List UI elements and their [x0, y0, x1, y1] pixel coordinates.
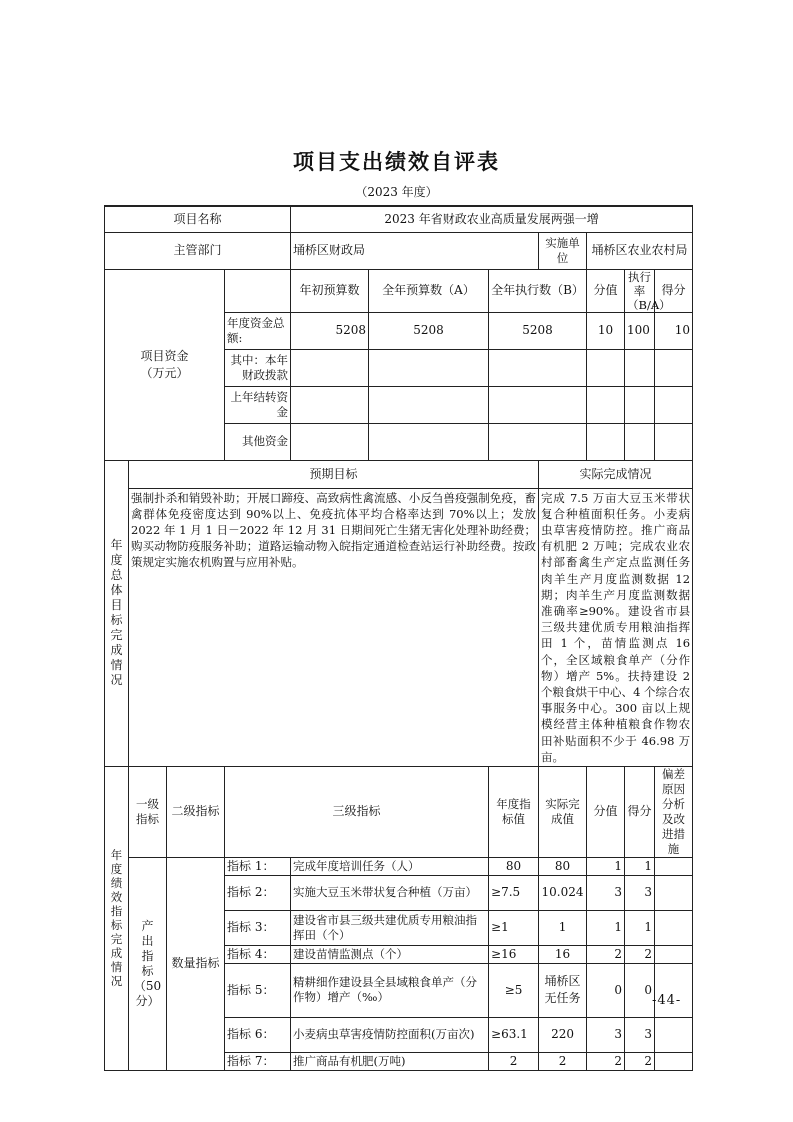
goals-content-row	[105, 488, 693, 766]
page-number: -44-	[652, 993, 682, 1008]
indicator-score-value: 3	[587, 1017, 625, 1052]
indicators-header-level1: 一级指标	[129, 766, 167, 857]
indicator-target: 80	[489, 857, 539, 875]
indicator-name: 推广商品有机肥(万吨)	[291, 1052, 489, 1070]
indicator-id: 指标 3：	[225, 910, 291, 945]
indicators-header-level2: 二级指标	[167, 766, 225, 857]
indicator-score-value: 3	[587, 875, 625, 910]
indicator-score-value: 0	[587, 963, 625, 1017]
dept-value: 埇桥区财政局	[291, 232, 539, 269]
goals-expected-header: 预期目标	[129, 460, 539, 488]
funds-header-exec-rate: 执行率（B/A）	[625, 269, 655, 312]
indicators-level2-label: 数量指标	[167, 857, 225, 1070]
indicators-header-score: 得分	[625, 766, 655, 857]
funds-score-value	[587, 423, 625, 460]
funds-score: 10	[655, 312, 693, 349]
indicator-name: 小麦病虫草害疫情防控面积(万亩次)	[291, 1017, 489, 1052]
goals-section-text: 年 度 总 体 目 标 完 成 情 况	[110, 538, 123, 688]
indicator-name: 精耕细作建设县全县域粮食单产（分作物）增产（‰）	[291, 963, 489, 1017]
funds-executed-value	[489, 349, 587, 386]
funds-annual-value: 5208	[369, 312, 489, 349]
indicator-deviation	[655, 910, 693, 945]
indicator-actual: 2	[539, 1052, 587, 1070]
indicator-target: 2	[489, 1052, 539, 1070]
project-name-label: 项目名称	[105, 206, 291, 232]
indicator-score: 3	[625, 875, 655, 910]
funds-executed-value	[489, 386, 587, 423]
funds-score-value	[587, 386, 625, 423]
funds-annual-value	[369, 423, 489, 460]
funds-executed-value: 5208	[489, 312, 587, 349]
indicator-deviation	[655, 1017, 693, 1052]
goals-expected-text: 强制扑杀和销毁补助；开展口蹄疫、高致病性禽流感、小反刍兽疫强制免疫，畜禽群体免疫密度达到 90%以上、免疫抗体平均合格率达到 70%以上；发放 2022 年 1 月 1 日－2022 年 12 月 31 日期间死亡生猪无害化处理补助经费；购买动物防疫服务补助；道路运输动物入皖指定通道检查站运行补助经费。按政策规定实施农机购置与应用补贴。	[129, 488, 539, 766]
indicators-header-actual: 实际完成值	[539, 766, 587, 857]
indicator-score: 2	[625, 945, 655, 963]
goals-header-row	[105, 460, 693, 488]
funds-section-label: 项目资金（万元）	[105, 269, 225, 460]
indicator-deviation	[655, 857, 693, 875]
funds-exec-rate-value	[625, 349, 655, 386]
funds-score-value	[587, 349, 625, 386]
funds-exec-rate-value: 100	[625, 312, 655, 349]
indicator-id: 指标 2：	[225, 875, 291, 910]
indicator-deviation	[655, 945, 693, 963]
funds-row-label: 其中：本年财政拨款	[225, 349, 291, 386]
funds-score	[655, 423, 693, 460]
funds-row-label: 其他资金	[225, 423, 291, 460]
indicator-deviation	[655, 1052, 693, 1070]
indicators-section-label	[105, 766, 129, 1070]
indicators-level1-text: 产 出 指 标 （50分）	[133, 918, 162, 1008]
funds-exec-rate-value	[625, 386, 655, 423]
indicators-header-deviation: 偏差原因分析及改进措施	[655, 766, 693, 857]
indicator-target: ≥1	[489, 910, 539, 945]
indicator-target: ≥7.5	[489, 875, 539, 910]
indicator-actual: 埇桥区无任务	[539, 963, 587, 1017]
indicators-section-text: 年 度 绩 效 指 标 完 成 情 况	[110, 848, 123, 989]
indicator-actual: 1	[539, 910, 587, 945]
indicator-actual: 220	[539, 1017, 587, 1052]
indicator-name: 建设省市县三级共建优质专用粮油指挥田（个）	[291, 910, 489, 945]
self-evaluation-table	[104, 205, 693, 1071]
indicator-actual: 16	[539, 945, 587, 963]
funds-header-executed: 全年执行数（B）	[489, 269, 587, 312]
goals-actual-text: 完成 7.5 万亩大豆玉米带状复合种植面积任务。小麦病虫草害疫情防控。推广商品有机肥 2 万吨；完成农业农村部畜禽生产定点监测任务肉羊生产月度监测数据 12 期；肉羊生产月度监测数据准确率≥90%。建设省市县三级共建优质专用粮油指挥田 1 个，苗情监测点 16 个，全区域粮食单产（分作物）增产 5%。扶持建设 2 个粮食烘干中心、4 个综合农事服务中心。300 亩以上规模经营主体种植粮食作物农田补贴面积不少于 46.98 万亩。	[539, 488, 693, 766]
funds-score	[655, 386, 693, 423]
goals-actual-header: 实际完成情况	[539, 460, 693, 488]
indicators-header-row	[105, 766, 693, 857]
indicator-name: 完成年度培训任务（人）	[291, 857, 489, 875]
funds-initial-value: 5208	[291, 312, 369, 349]
indicators-level1-label	[129, 857, 167, 1070]
funds-initial-value	[291, 349, 369, 386]
indicator-actual: 80	[539, 857, 587, 875]
indicator-score: 1	[625, 910, 655, 945]
funds-row-label: 上年结转资金	[225, 386, 291, 423]
indicator-target: ≥5	[489, 963, 539, 1017]
funds-header-score-value: 分值	[587, 269, 625, 312]
dept-label: 主管部门	[105, 232, 291, 269]
indicator-score: 0	[625, 963, 655, 1017]
indicator-id: 指标 4：	[225, 945, 291, 963]
funds-header-score: 得分	[655, 269, 693, 312]
indicators-header-level3: 三级指标	[225, 766, 489, 857]
indicator-name: 建设苗情监测点（个）	[291, 945, 489, 963]
impl-unit-value: 埇桥区农业农村局	[587, 232, 693, 269]
project-name-value: 2023 年省财政农业高质量发展两强一增	[291, 206, 693, 232]
indicator-deviation	[655, 875, 693, 910]
indicator-score-value: 1	[587, 857, 625, 875]
project-name-row	[105, 206, 693, 232]
department-row	[105, 232, 693, 269]
indicator-score-value: 2	[587, 945, 625, 963]
indicator-id: 指标 7：	[225, 1052, 291, 1070]
funds-score-value: 10	[587, 312, 625, 349]
indicator-score-value: 2	[587, 1052, 625, 1070]
indicator-score: 3	[625, 1017, 655, 1052]
indicator-score-value: 1	[587, 910, 625, 945]
year-subtitle: （2023 年度）	[355, 185, 438, 199]
indicator-score: 1	[625, 857, 655, 875]
impl-unit-label: 实施单位	[539, 232, 587, 269]
goals-section-label	[105, 460, 129, 766]
indicator-target: ≥63.1	[489, 1017, 539, 1052]
indicator-score: 2	[625, 1052, 655, 1070]
funds-header-annual: 全年预算数（A）	[369, 269, 489, 312]
funds-initial-value	[291, 423, 369, 460]
indicators-header-target: 年度指标值	[489, 766, 539, 857]
funds-exec-rate-value	[625, 423, 655, 460]
indicator-id: 指标 5：	[225, 963, 291, 1017]
indicator-name: 实施大豆玉米带状复合种植（万亩）	[291, 875, 489, 910]
funds-initial-value	[291, 386, 369, 423]
funds-annual-value	[369, 386, 489, 423]
indicator-row	[105, 857, 693, 875]
indicators-header-score-value: 分值	[587, 766, 625, 857]
funds-header-initial: 年初预算数	[291, 269, 369, 312]
indicator-id: 指标 1：	[225, 857, 291, 875]
indicator-id: 指标 6：	[225, 1017, 291, 1052]
funds-header-blank	[225, 269, 291, 312]
indicator-actual: 10.024	[539, 875, 587, 910]
funds-row-label: 年度资金总额:	[225, 312, 291, 349]
funds-annual-value	[369, 349, 489, 386]
indicator-target: ≥16	[489, 945, 539, 963]
indicator-deviation	[655, 963, 693, 1017]
page-title: 项目支出绩效自评表	[293, 149, 500, 174]
funds-header-row	[105, 269, 693, 312]
funds-score	[655, 349, 693, 386]
funds-executed-value	[489, 423, 587, 460]
